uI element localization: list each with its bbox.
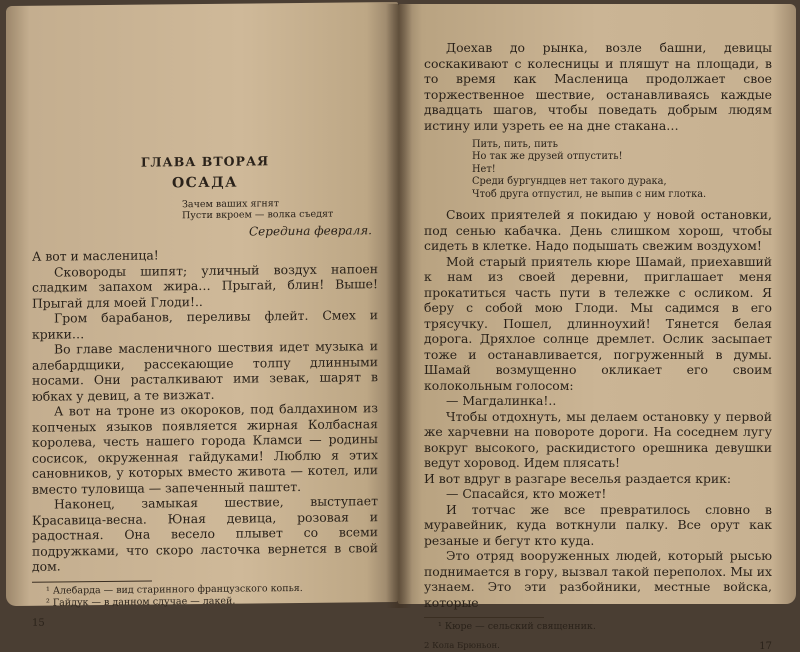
- paragraph: Доехав до рынка, возле башни, девицы соскакивают с колесницы и пляшут на площади, в то время как Масленица продолжает свое торжественное шествие, останавливаясь каждые двадцать шагов, чтобы поведать добрым людям истину или узреть ее на дне стакана…: [424, 40, 772, 133]
- section-heading: ОСАДА: [171, 174, 239, 192]
- paragraph: Мой старый приятель кюре Шамай, приехавший к нам из своей деревни, приглашает меня прокатиться часть пути в тележке с осликом. Я беру с собой мою Глоди. Мы садимся в его трясучку. Пошел, длинноухий! Тянется белая дорога. Дряхлое солнце дремлет. Ослик засыпает тоже и останавливается, погруженный в думы. Шамай возмущенно окликает его своим колокольным голосом:: [424, 253, 772, 393]
- right-page: [398, 4, 796, 652]
- verse-line: Среди бургундцев нет такого дурака,: [472, 176, 667, 188]
- open-book: [6, 4, 796, 652]
- footnote-rule: [32, 580, 152, 582]
- footnote-rule: [424, 617, 544, 618]
- paragraph: Наконец, замыкая шествие, выступает Красавица-весна. Юная девица, розовая и радостная. Она весело плывет со всеми подружками, что скоро ласточка вернется в свой дом.: [32, 493, 378, 574]
- footnote: ¹ Алебарда — вид старинного французского копья.: [46, 582, 303, 597]
- verse-line: Но так же друзей отпустить!: [472, 151, 623, 163]
- paragraph: И тотчас же все превратилось словно в муравейник, куда воткнули палку. Все орут как резаные и бегут кто куда.: [424, 501, 772, 548]
- paragraph: — Спасайся, кто может!: [446, 486, 607, 502]
- paragraph: И вот вдруг в разгаре веселья раздается крик:: [424, 470, 732, 486]
- page-number: 17: [759, 641, 772, 652]
- verse-line: Нет!: [472, 163, 496, 175]
- epigraph-signature: Середина февраля.: [249, 223, 372, 239]
- paragraph: Сковороды шипят; уличный воздух напоен сладким запахом жира… Прыгай, блин! Выше! Прыгай для моей Глоди!..: [32, 260, 378, 311]
- left-page: [6, 2, 398, 629]
- epigraph-line: Пусти вкроем — волка съедят: [182, 208, 334, 222]
- verse: [472, 139, 772, 201]
- paragraph: Гром барабанов, переливы флейт. Смех и крики…: [32, 307, 378, 342]
- paragraph: Своих приятелей я покидаю у новой остановки, под сенью кабачка. День слишком хорош, чтобы сидеть в клетке. Надо подышать свежим воздухом!: [424, 207, 772, 254]
- paragraph: А вот и масленица!: [32, 247, 159, 264]
- footnote: ¹ Кюре — сельский священник.: [438, 621, 596, 633]
- paragraph: Во главе масленичного шествия идет музыка и алебардщики, рассекающие толпу длинными носами. Они расталкивают ими зевак, шарят в юбках у девиц, а те визжат.: [32, 338, 378, 404]
- verse-line: Пить, пить, пить: [472, 139, 558, 150]
- epigraph: [182, 197, 378, 221]
- paragraph: А вот на троне из окороков, под балдахином из копченых языков появляется жирная Колбасная королева, честь нашего города Кламси — родины сосисок, окруженная гайдуками! Люблю я этих сановников, у которых вместо живота — котел, или вместо туловища — запеченный паштет.: [32, 400, 378, 497]
- footnote: ² Гайдук — в данном случае — лакей.: [46, 595, 236, 609]
- paragraph: Это отряд вооруженных людей, который рысью поднимается в гору, вызвал такой переполох. Мы их узнаем. Это эти разбойники, местные войска, которые: [424, 548, 772, 610]
- chapter-heading: ГЛАВА ВТОРАЯ: [140, 153, 270, 170]
- verse-line: Чтоб друга отпустил, не выпив с ним глотка.: [472, 188, 707, 200]
- epigraph-line: Зачем ваших ягнят: [182, 198, 279, 211]
- page-number: 15: [32, 617, 45, 629]
- paragraph: Чтобы отдохнуть, мы делаем остановку у первой же харчевни на повороте дороги. На соседнем лугу вокруг высокого, раскидистого орешника девушки ведут хоровод. Идем плясать!: [424, 408, 772, 471]
- paragraph: — Магдалинка!..: [446, 393, 557, 409]
- page-footer: [424, 641, 772, 652]
- signature-mark: 2 Кола Брюньон.: [424, 641, 500, 652]
